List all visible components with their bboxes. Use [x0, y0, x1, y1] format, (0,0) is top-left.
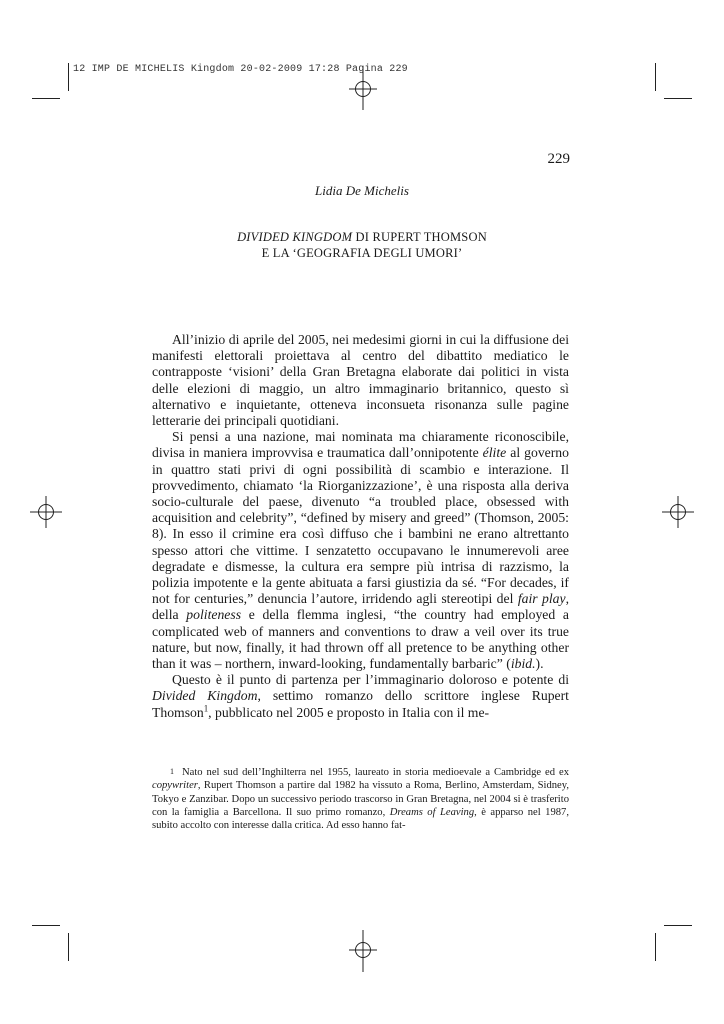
p3-text-c: , pubblicato nel 2005 e proposto in Italia con il me-: [208, 704, 490, 720]
footnote-number: 1: [170, 767, 174, 776]
crop-mark-bottom-left-v: [68, 933, 69, 961]
p2-italic-ibid: ibid.: [510, 656, 536, 672]
p2-text-a: Si pensi a una nazione, mai nominata ma chiaramente riconoscibile, divisa in maniera improvvisa e traumatica dall’onnipotente: [152, 429, 569, 461]
p2-italic-elite: élite: [482, 445, 507, 461]
crop-mark-top-left-h: [32, 98, 60, 99]
title-line-2: E LA ‘GEOGRAFIA DEGLI UMORI’: [261, 246, 463, 260]
crop-mark-top-right-h: [664, 98, 692, 99]
p2-text-b: al governo in quattro stati privi di ogni possibilità di scambio e interazione. Il provvedimento, chiamato ‘la Riorganizzazione’, è una risposta alla deriva socio-culturale del paese, divenuto “a troubled place, obsessed with acquisition and celebrity”, “defined by misery and greed” (Thomson, 2005: 8). In esso il crimine era così diffuso che i bambini ne erano altrettanto spesso attori che vittime. I senzatetto occupavano le innumerevoli aree degradate e dismesse, la cultura era sempre più intrisa di razzismo, la polizia impotente e la gente abituata a farsi giustizia da sé. “For decades, if not for centuries,” denuncia l’autore, irridendo agli stereotipi del: [152, 445, 569, 607]
paragraph-3: [152, 672, 569, 721]
footnote: [152, 766, 569, 832]
crop-mark-top-right-v: [655, 63, 656, 91]
title-novel-name: DIVIDED KINGDOM: [237, 230, 353, 244]
crop-mark-bottom-right-v: [655, 933, 656, 961]
p3-text-b: , settimo romanzo dello scrittore inglese Rupert Thomson: [152, 688, 569, 720]
crop-mark-bottom-right-h: [664, 925, 692, 926]
title-line-1-rest: DI RUPERT THOMSON: [352, 230, 487, 244]
footnote-1: [152, 766, 569, 832]
author-name: Lidia De Michelis: [315, 183, 409, 198]
footnote-italic-dreams-of-leaving: Dreams of Leaving: [389, 806, 475, 818]
p3-text-a: Questo è il punto di partenza per l’immaginario doloroso e potente di: [172, 672, 569, 688]
p2-text-e: ).: [535, 656, 544, 672]
printer-slug: 12 IMP DE MICHELIS Kingdom 20-02-2009 17:28 Pagina 229: [73, 64, 408, 75]
footnote-reference[interactable]: 1: [203, 703, 209, 714]
paragraph-2: [152, 429, 569, 672]
p2-text-d: e della flemma inglesi, “the country had employed a complicated web of manners and conventions to draw a veil over its true nature, but now, finally, it had thrown off all pretence to be anything other than it was – northern, inward-looking, fundamentally barbaric” (: [152, 607, 569, 672]
title-line-1: [0, 229, 724, 245]
crop-mark-top-left-v: [68, 63, 69, 91]
p2-text-c: , della: [152, 591, 570, 623]
article-title: [0, 229, 724, 261]
footnote-text-b: , Rupert Thomson a partire dal 1982 ha vissuto a Roma, Berlino, Amsterdam, Sidney, Tokyo e Zanzibar. Dopo un successivo periodo trascorso in Gran Bretagna, nel 2004 si è trasferito con la famiglia a Barcellona. Il suo primo romanzo,: [152, 780, 569, 818]
paragraph-1: All’inizio di aprile del 2005, nei medesimi giorni in cui la diffusione dei manifesti elettorali proiettava al centro del dibattito mediatico le contrapposte ‘visioni’ della Gran Bretagna elaborate dai politici in vista delle elezioni di maggio, un altro immaginario britannico, questo sì alternativo e inquietante, otteneva inconsueta risonanza sulle pagine letterarie dei principali quotidiani.: [152, 332, 569, 429]
body-text: [152, 332, 569, 721]
crop-mark-bottom-left-h: [32, 925, 60, 926]
p3-italic-novel: Divided Kingdom: [152, 688, 258, 704]
footnote-text-c: , è apparso nel 1987, subito accolto con interesse dalla critica. Ad esso hanno fat-: [152, 806, 569, 832]
registration-mark-top: [346, 64, 380, 114]
page-number: 229: [547, 151, 570, 167]
footnote-italic-copywriter: copywriter: [152, 780, 198, 792]
registration-mark-right: [660, 494, 696, 530]
registration-mark-bottom: [346, 928, 380, 974]
footnote-text-a: Nato nel sud dell’Inghilterra nel 1955, laureato in storia medioevale a Cambridge ed ex: [182, 767, 569, 778]
p2-italic-fair-play: fair play: [517, 591, 566, 607]
registration-mark-left: [28, 494, 64, 530]
p2-italic-politeness: politeness: [186, 607, 242, 623]
